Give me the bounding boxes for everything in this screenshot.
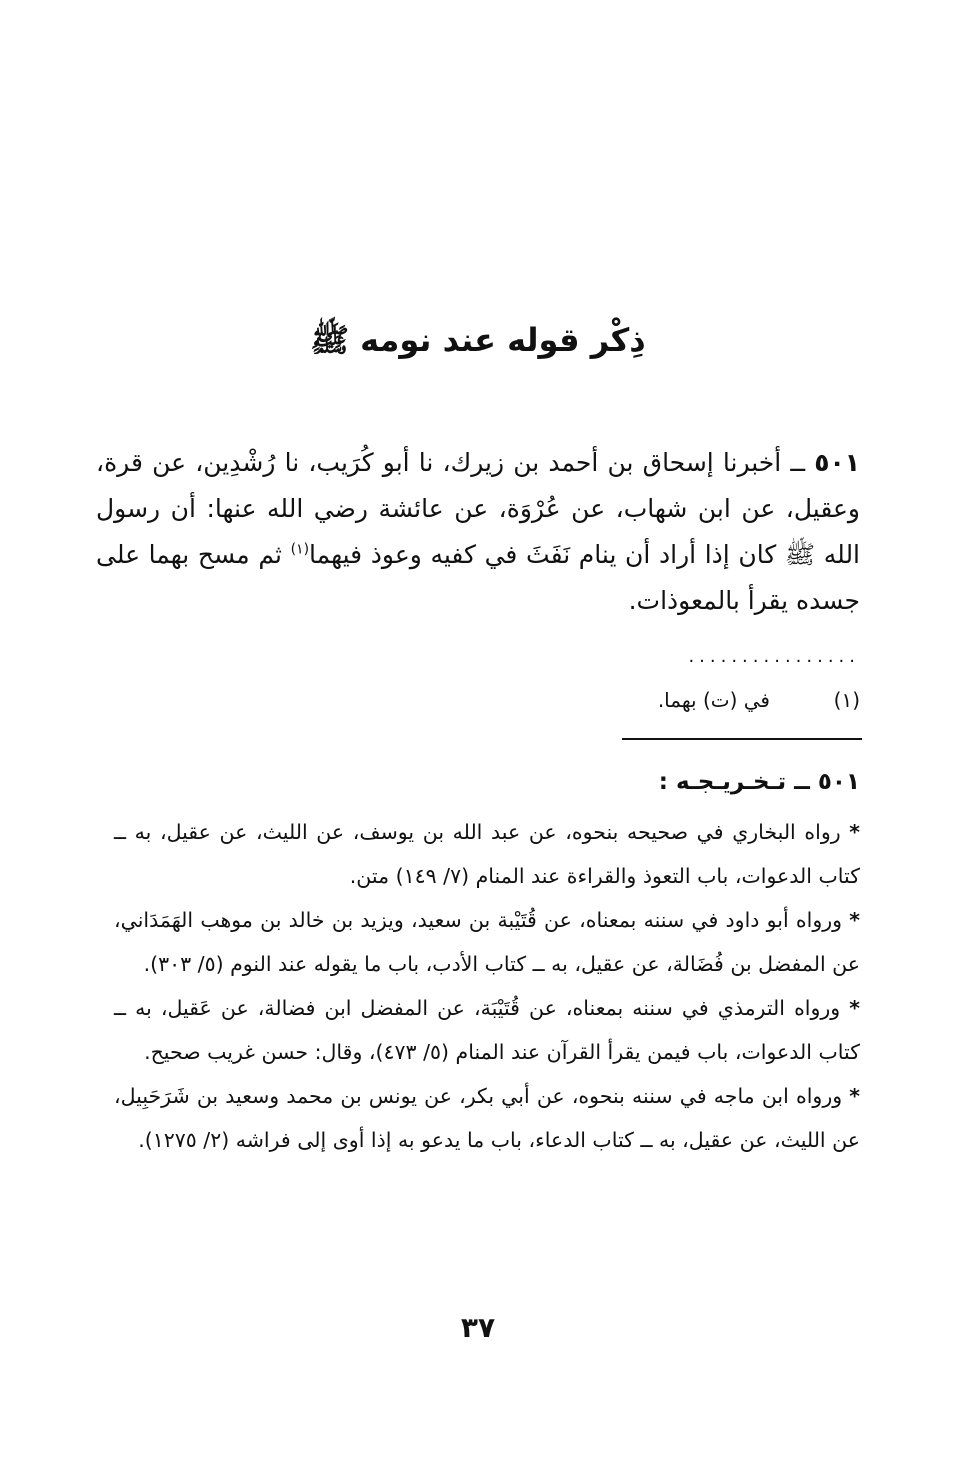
takhrij-paragraph-text: رواه البخاري في صحيحه بنحوه، عن عبد الله بن يوسف، عن الليث، عن عقيل، به ــ كتاب الدعوات، باب التعوذ والقراءة عند المنام (٧/ ١٤٩) متن. <box>114 820 860 888</box>
chapter-title: ذِكْر قوله عند نومه ﷺ <box>310 321 646 359</box>
bullet-star: * <box>849 820 860 844</box>
footnote-text: في (ت) بهما. <box>657 688 770 712</box>
takhrij-paragraph <box>114 1074 860 1162</box>
footnote-marker: (١) <box>290 541 310 558</box>
takhrij-paragraph-text: ورواه ابن ماجه في سننه بنحوه، عن أبي بكر، عن يونس بن محمد وسعيد بن شَرَحَبِيل، عن الليث، عن عقيل، به ــ كتاب الدعاء، باب ما يدعو به إذا أوى إلى فراشه (٢/ ١٢٧٥). <box>114 1084 860 1152</box>
takhrij-paragraph-text: ورواه أبو داود في سننه بمعناه، عن قُتَيْبة بن سعيد، ويزيد بن خالد بن موهب الهَمَدَاني، عن المفضل بن فُضَالة، عن عقيل، به ــ كتاب الأدب، باب ما يقوله عند النوم (٥/ ٣٠٣). <box>114 908 860 976</box>
footnote-number: (١) <box>833 688 860 712</box>
hadith-text <box>96 440 860 624</box>
hadith-text-part2: ثم مسح بهما على جسده يقرأ بالمعوذات. <box>96 540 860 615</box>
bullet-star: * <box>849 908 860 932</box>
takhrij-paragraph-text: ورواه الترمذي في سننه بمعناه، عن قُتَيْبَة، عن المفضل ابن فضالة، عن عَقيل، به ــ كتاب الدعوات، باب فيمن يقرأ القرآن عند المنام (٥/ ٤٧٣)، وقال: حسن غريب صحيح. <box>114 996 860 1064</box>
footnote <box>96 684 860 716</box>
dotted-separator: ................ <box>688 648 860 666</box>
footnote-rule <box>622 738 862 740</box>
takhrij-paragraph <box>114 898 860 986</box>
bullet-star: * <box>849 996 860 1020</box>
bullet-star: * <box>849 1084 860 1108</box>
hadith-text-part1: ــ أخبرنا إسحاق بن أحمد بن زيرك، نا أبو كُرَيب، نا رُشْدِين، عن قرة، وعقيل، عن ابن شهاب، عن عُرْوَة، عن عائشة رضي الله عنها: أن رسول الله ﷺ كان إذا أراد أن ينام نَفَثَ في كفيه وعوذ فيهما <box>96 448 861 569</box>
takhrij-paragraph <box>114 986 860 1074</box>
page-number: ٣٧ <box>460 1311 496 1344</box>
takhrij-heading: ٥٠١ ــ تـخـريـجـه : <box>658 769 860 795</box>
hadith-number: ٥٠١ <box>814 448 860 477</box>
takhrij-section <box>114 810 860 1162</box>
takhrij-paragraph <box>114 810 860 898</box>
